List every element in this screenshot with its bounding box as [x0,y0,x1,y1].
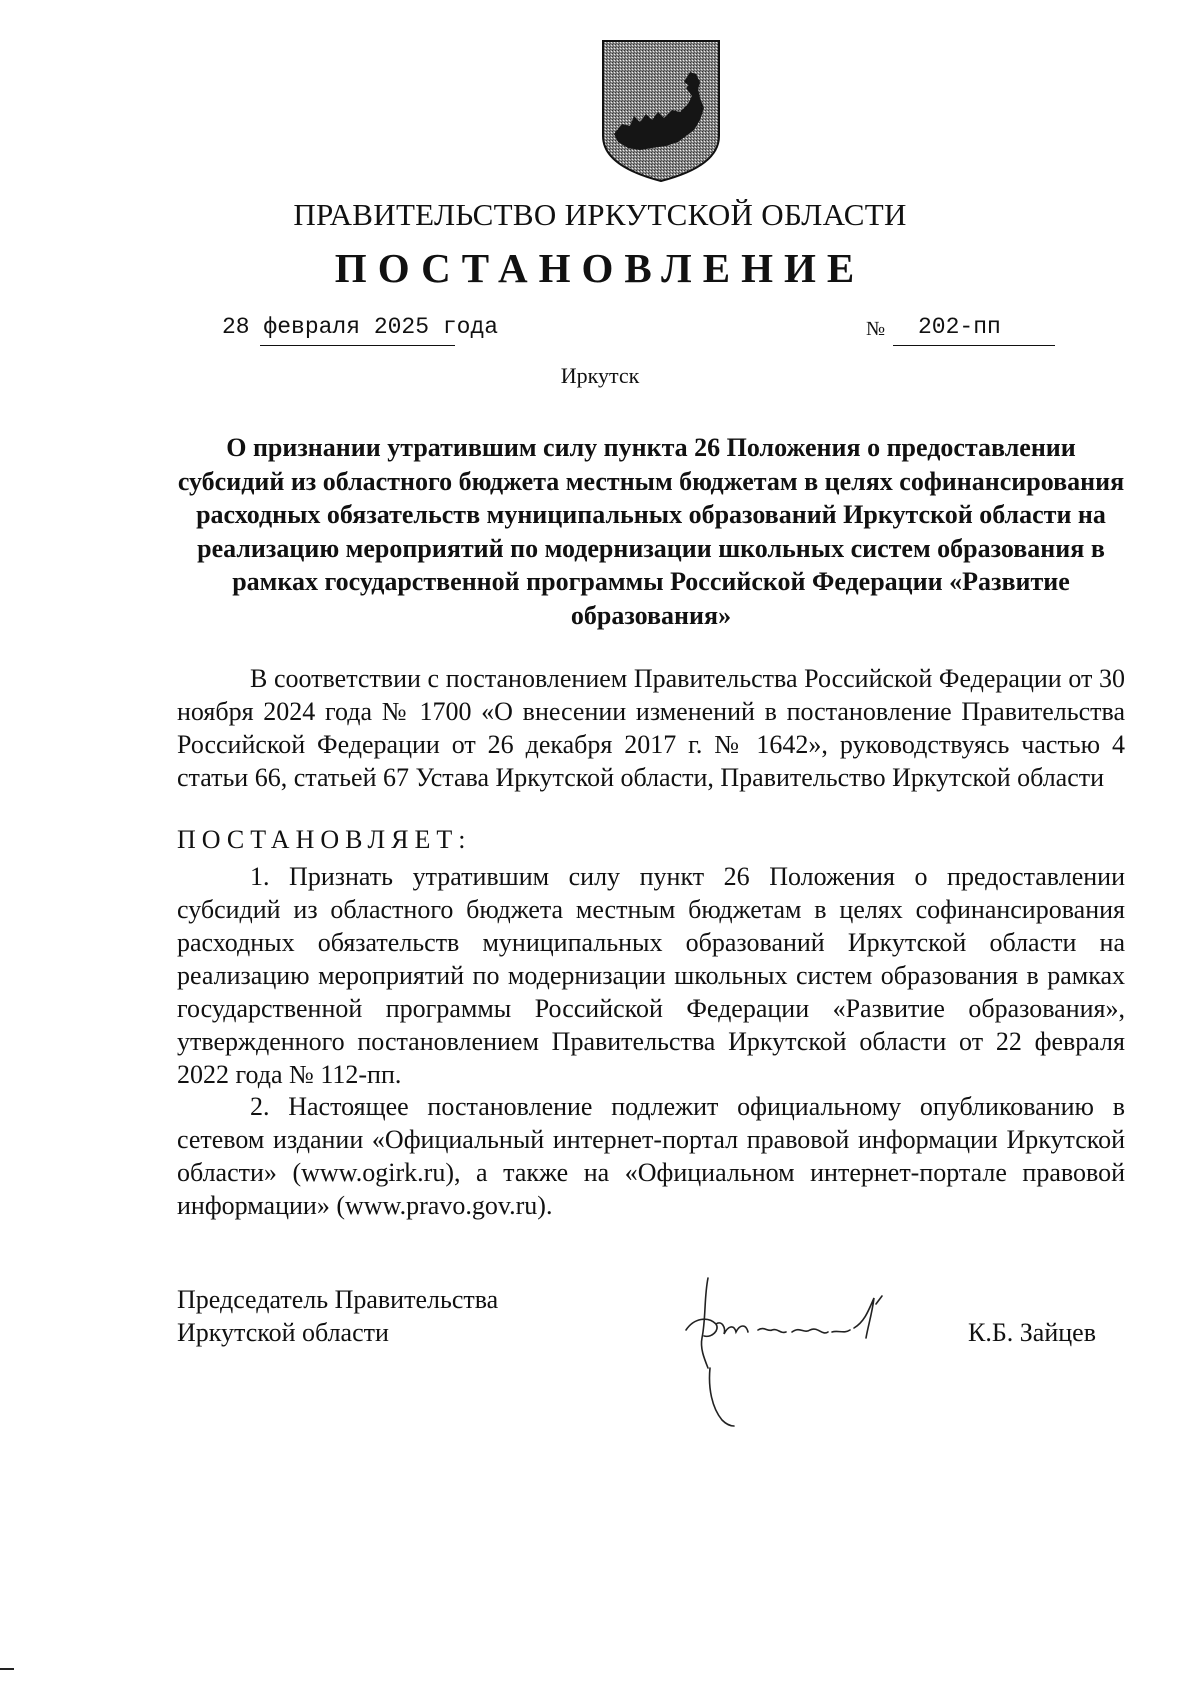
preamble-paragraph: В соответствии с постановлением Правительства Российской Федерации от 30 ноября 2024 года № 1700 «О внесении изменений в постановление Правительства Российской Федерации от 26 декабря 2017 г. № 1642», руководствуясь частью 4 статьи 66, статьей 67 Устава Иркутской области, Правительство Иркутской области [177,664,1125,792]
decree-word: ПОСТАНОВЛЯЕТ: [177,825,472,854]
item-1-block [177,860,1125,1091]
document-number: 202-пп [918,314,1001,340]
item-2-block [177,1090,1125,1222]
city-name: Иркутск [560,363,640,388]
document-date: 28 февраля 2025 года [222,314,499,340]
signer-position [177,1283,498,1349]
item-2-paragraph: 2. Настоящее постановление подлежит официальному опубликованию в сетевом издании «Официальный интернет-портал правовой информации Иркутской области» (www.ogirk.ru), а также на «Официальном интернет-портале правовой информации» (www.pravo.gov.ru). [177,1092,1125,1220]
number-underline [893,345,1055,346]
scan-edge-mark [0,1668,14,1670]
signer-position-line-2: Иркутской области [177,1318,389,1347]
document-title: О признании утратившим силу пункта 26 Положения о предоставлении субсидий из областного бюджета местным бюджетам в целях софинансирования расходных обязательств муниципальных образований Иркутской области на реализацию мероприятий по модернизации школьных систем образования в рамках государственной программы Российской Федерации «Развитие образования» [177,433,1125,630]
document-type-heading: ПОСТАНОВЛЕНИЕ [334,245,866,291]
handwritten-signature-icon [668,1258,928,1428]
organization-name: ПРАВИТЕЛЬСТВО ИРКУТСКОЙ ОБЛАСТИ [293,197,907,232]
date-underline [260,345,455,346]
coat-of-arms-icon [600,38,722,184]
item-1-paragraph: 1. Признать утратившим силу пункт 26 Положения о предоставлении субсидий из областного бюджета местным бюджетам в целях софинансирования расходных обязательств муниципальных образований Иркутской области на реализацию мероприятий по модернизации школьных систем образования в рамках государственной программы Российской Федерации «Развитие образования», утвержденного постановлением Правительства Иркутской области от 22 февраля 2022 года № 112-пп. [177,862,1125,1089]
preamble-block [177,662,1125,794]
number-sign: № [866,318,886,340]
signer-position-line-1: Председатель Правительства [177,1285,499,1314]
signer-name: К.Б. Зайцев [968,1318,1096,1347]
